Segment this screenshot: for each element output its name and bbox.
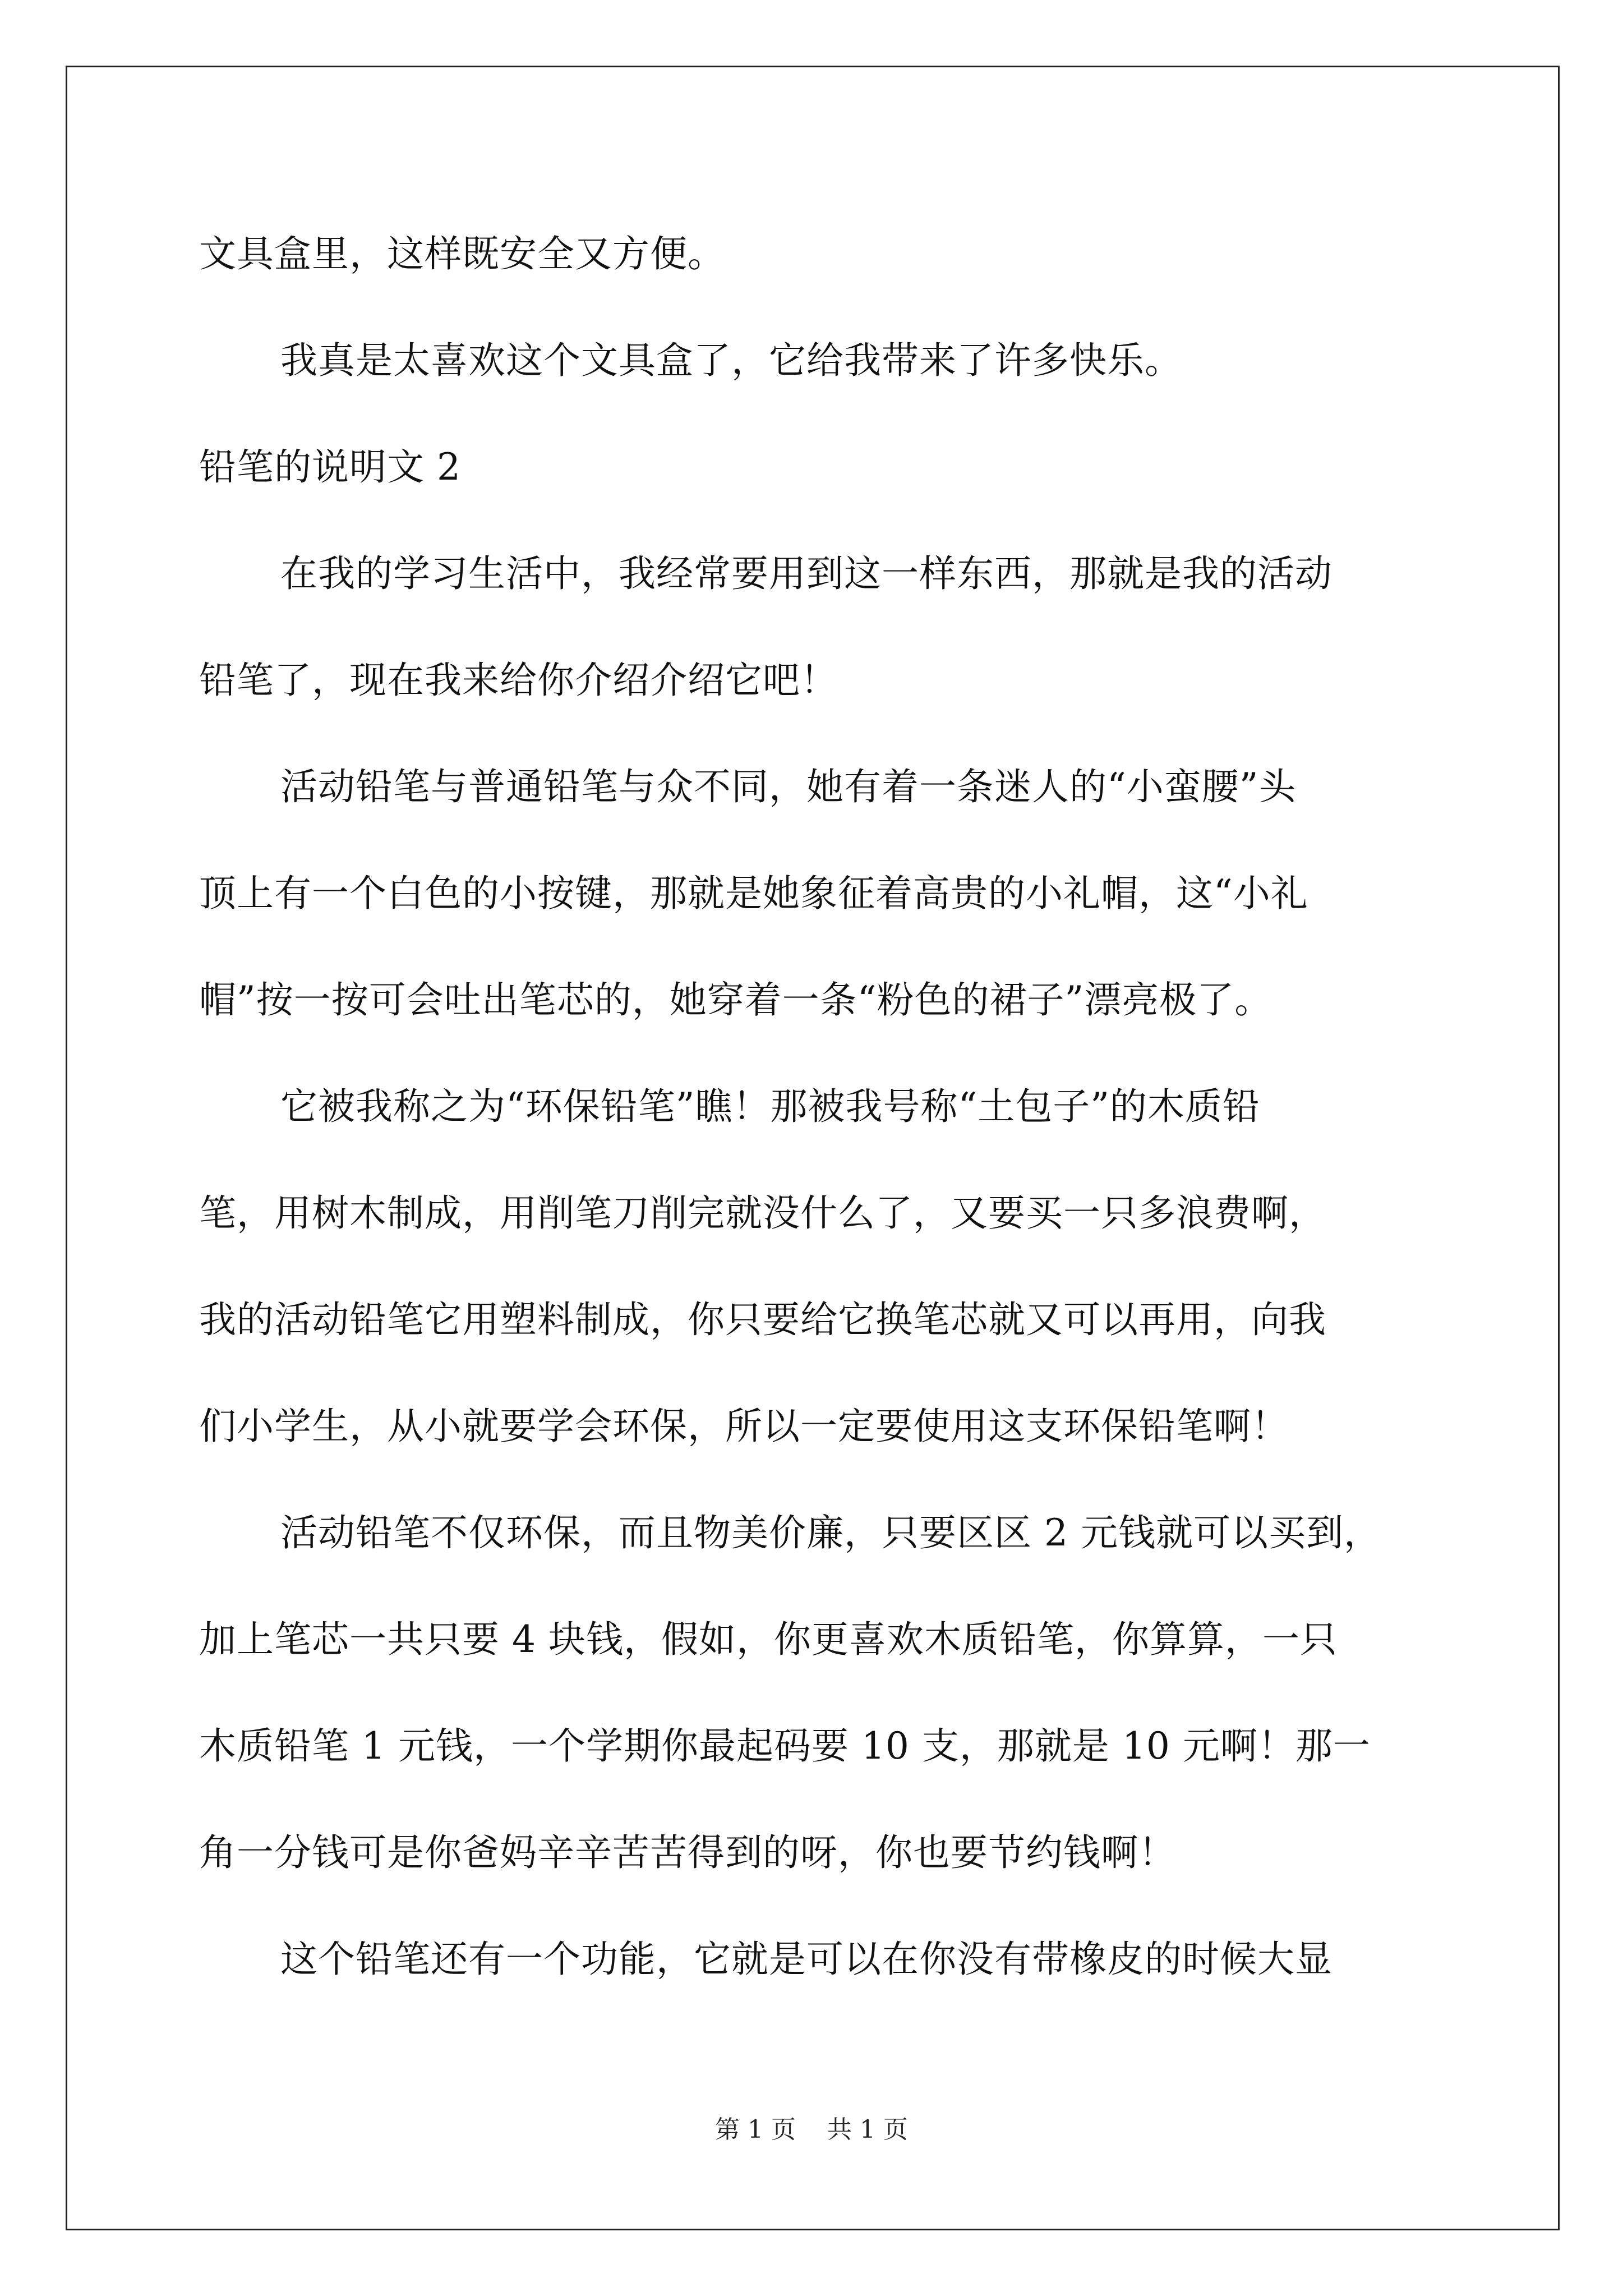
text-line: 活动铅笔与普通铅笔与众不同，她有着一条迷人的“小蛮腰”头 — [280, 765, 1297, 808]
text-line: 这个铅笔还有一个功能，它就是可以在你没有带橡皮的时候大显 — [280, 1938, 1332, 1981]
text-line: 顶上有一个白色的小按键，那就是她象征着高贵的小礼帽，这“小礼 — [199, 872, 1308, 915]
text-line: 加上笔芯一共只要 4 块钱，假如，你更喜欢木质铅笔，你算算，一只 — [199, 1618, 1338, 1661]
text-line: 木质铅笔 1 元钱，一个学期你最起码要 10 支，那就是 10 元啊！那一 — [199, 1724, 1371, 1768]
section-heading: 铅笔的说明文 2 — [199, 445, 461, 489]
text-line: 铅笔了，现在我来给你介绍介绍它吧！ — [199, 659, 838, 702]
page-border — [66, 66, 1560, 2230]
text-line: 活动铅笔不仅环保，而且物美价廉，只要区区 2 元钱就可以买到， — [280, 1511, 1381, 1554]
text-line: 帽”按一按可会吐出笔芯的，她穿着一条“粉色的裙子”漂亮极了。 — [199, 978, 1272, 1022]
text-line: 文具盒里，这样既安全又方便。 — [199, 232, 725, 275]
text-line: 我的活动铅笔它用塑料制成，你只要给它换笔芯就又可以再用，向我 — [199, 1298, 1326, 1341]
text-line: 们小学生，从小就要学会环保，所以一定要使用这支环保铅笔啊！ — [199, 1405, 1289, 1448]
page-number-footer: 第 1 页 共 1 页 — [715, 2115, 908, 2144]
text-line: 角一分钱可是你爸妈辛辛苦苦得到的呀，你也要节约钱啊！ — [199, 1831, 1176, 1874]
text-line: 它被我称之为“环保铅笔”瞧！那被我号称“土包子”的木质铅 — [280, 1085, 1260, 1128]
text-line: 我真是太喜欢这个文具盒了，它给我带来了许多快乐。 — [280, 339, 1182, 382]
text-line: 在我的学习生活中，我经常要用到这一样东西，那就是我的活动 — [280, 552, 1332, 595]
text-line: 笔，用树木制成，用削笔刀削完就没什么了，又要买一只多浪费啊， — [199, 1191, 1326, 1235]
